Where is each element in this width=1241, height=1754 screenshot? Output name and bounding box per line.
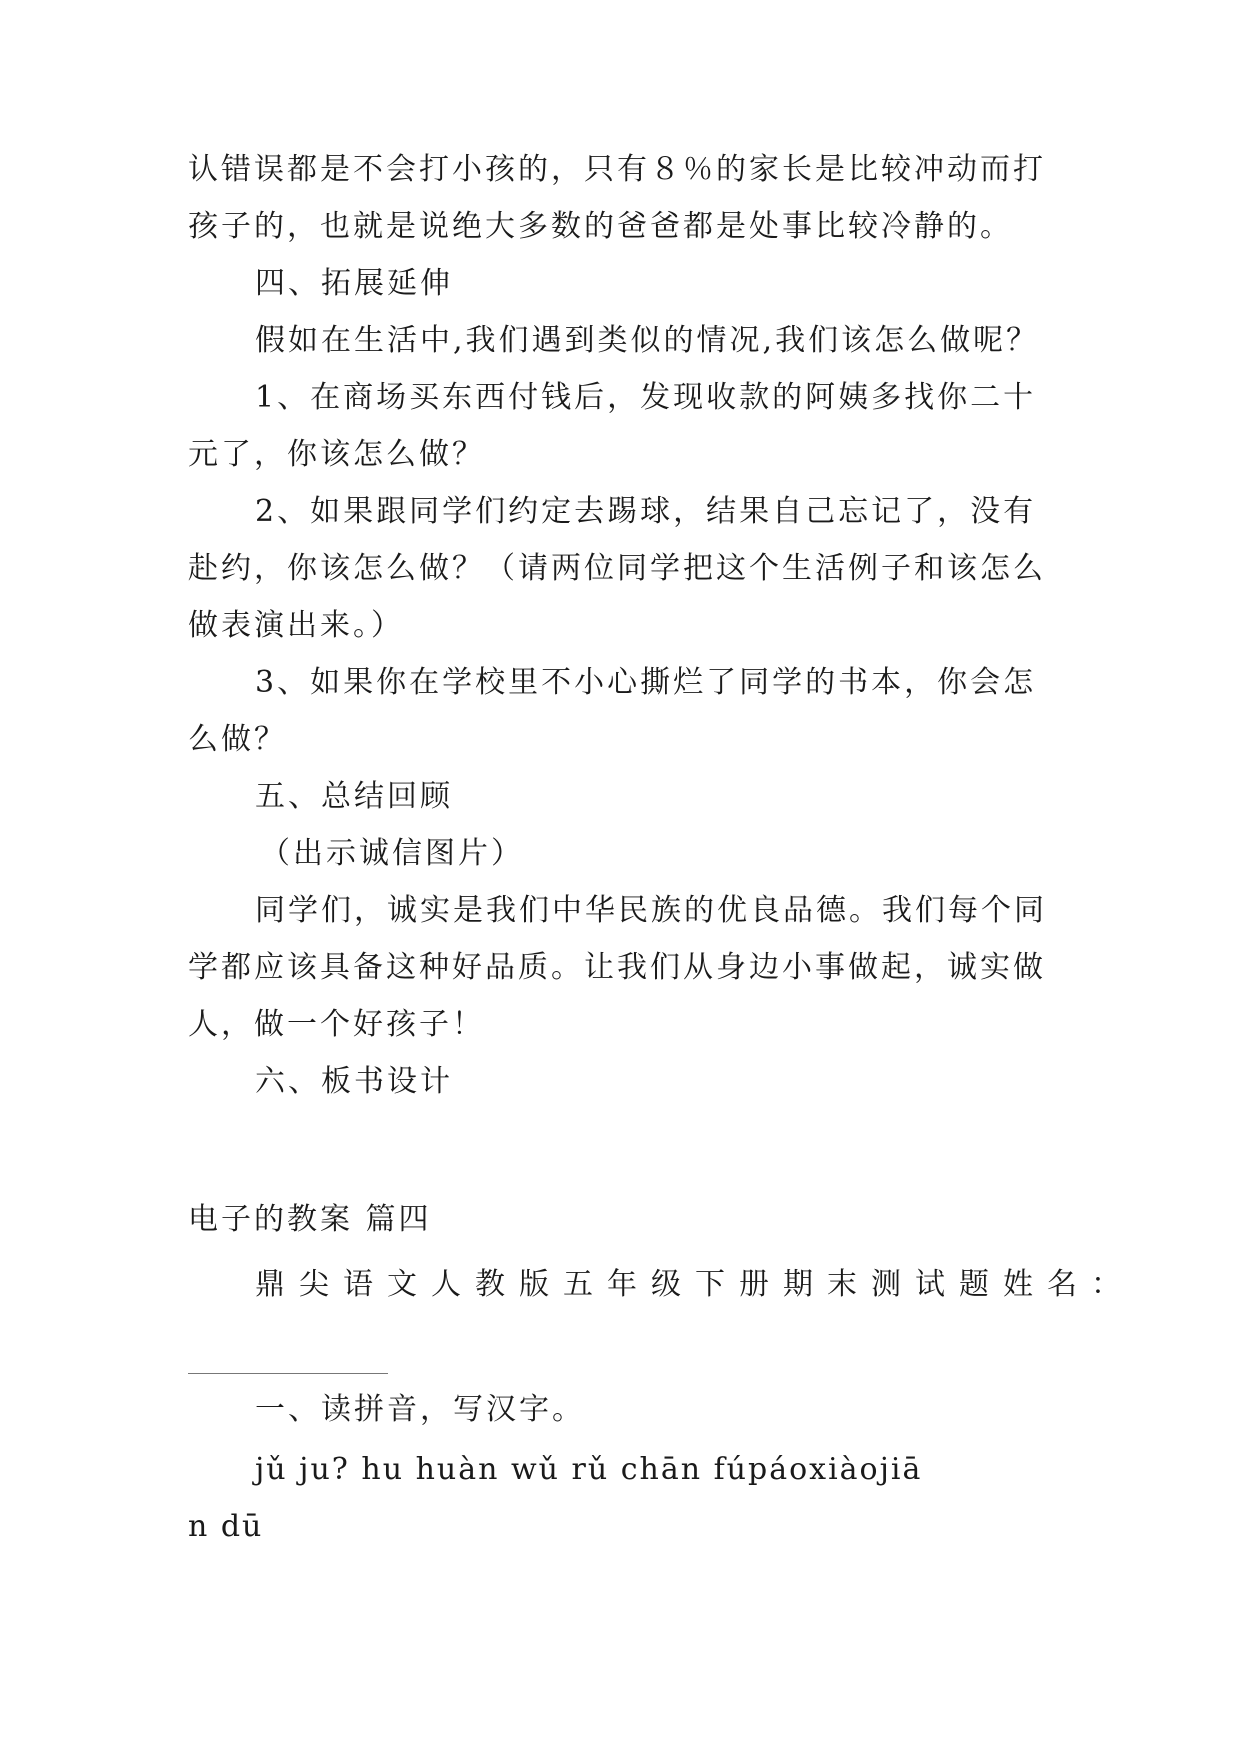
pinyin-line: jǔ ju? hu huàn wǔ rǔ chān fúpáoxiàojiā	[255, 1452, 923, 1487]
section-heading: 六、板书设计	[255, 1064, 453, 1099]
paragraph-line: 同学们，诚实是我们中华民族的优良品德。我们每个同	[255, 893, 1047, 928]
paragraph-line: 学都应该具备这种好品质。让我们从身边小事做起，诚实做	[188, 950, 1046, 985]
paragraph-line: 做表演出来。）	[188, 608, 404, 643]
name-underline	[188, 1373, 388, 1374]
paragraph-line: 赴约，你该怎么做？（请两位同学把这个生活例子和该怎么	[188, 551, 1046, 586]
list-item: 1、在商场买东西付钱后，发现收款的阿姨多找你二十	[255, 380, 1037, 415]
paragraph-line: 假如在生活中,我们遇到类似的情况,我们该怎么做呢？	[255, 323, 1040, 358]
article-title: 电子的教案 篇四	[188, 1202, 432, 1237]
paragraph-line: 么做？	[188, 722, 287, 757]
paragraph-line: 孩子的，也就是说绝大多数的爸爸都是处事比较冷静的。	[188, 209, 1013, 244]
paragraph-line: 元了，你该怎么做？	[188, 437, 485, 472]
list-item: 2、如果跟同学们约定去踢球，结果自己忘记了，没有	[255, 494, 1037, 529]
list-item: 3、如果你在学校里不小心撕烂了同学的书本，你会怎	[255, 665, 1037, 700]
section-heading: 四、拓展延伸	[255, 266, 453, 301]
section-heading: 一、读拼音，写汉字。	[255, 1392, 585, 1427]
paragraph-line: 认错误都是不会打小孩的，只有８％的家长是比较冲动而打	[188, 152, 1046, 187]
section-heading: 五、总结回顾	[255, 779, 453, 814]
paragraph-line: 人，做一个好孩子！	[188, 1007, 485, 1042]
paragraph-line: 鼎尖语文人教版五年级下册期末测试题姓名：	[255, 1267, 1135, 1302]
paragraph-line: （出示诚信图片）	[260, 836, 524, 871]
pinyin-line: n dū	[188, 1509, 264, 1544]
